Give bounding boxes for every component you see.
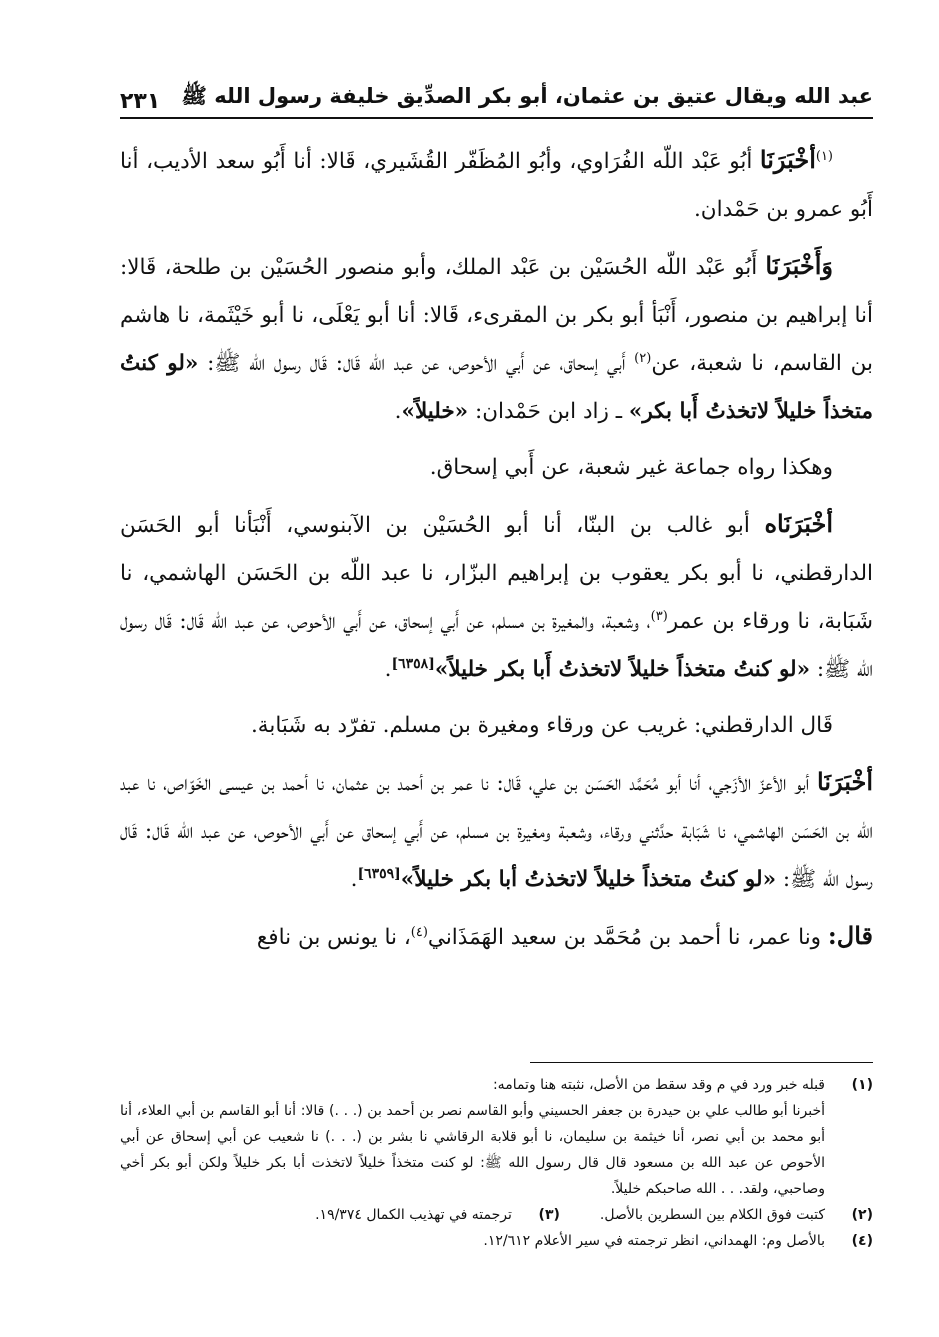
isnad-lead: قال: [827,921,873,950]
paragraph-text: قَال الدارقطني: غريب عن ورقاء ومغيرة بن مسلم. تفرّد به شَبَابة. [250,713,833,738]
isnad-lead: وَأَخْبَرَنَا [765,251,833,280]
footnote-text: قبله خبر ورد في م وقد سقط من الأصل، نثبته هنا وتمامه: [492,1077,825,1093]
paragraph-text: . [384,657,392,682]
page-number: ٢٣١ [120,89,161,114]
hadith-text: «خليلاً» [401,399,469,424]
paragraph-5 [120,702,873,750]
footnotes [120,1072,873,1254]
paragraph-text: . [350,867,358,892]
footnote-1 [120,1072,873,1098]
paragraph-text: ونا عمر، نا أحمد بن مُحَمَّد بن سعيد الهَمَذَاني [427,925,828,950]
paragraph-text: ، وشعبة، والمغيرة بن مسلم، عن أَبي إسحاق، عن أَبي الأحوص، عن عبد اللّه قَال: قَال رسول الله ﷺ: [120,609,873,682]
footnote-rule [530,1062,873,1063]
hadith-text: «لو كنتُ متخذاً خليلاً لاتخذتُ أَبا بكر» [120,351,873,424]
running-title: عبد الله ويقال عتيق بن عثمان، أبو بكر الصدِّيق خليفة رسول الله ﷺ [181,84,873,108]
paragraph-text: ، نا يونس بن نافع [256,925,411,950]
paragraph-text: . [394,399,402,424]
main-text [120,136,873,970]
paragraph-1 [120,136,873,234]
footnote-2-3 [120,1202,873,1228]
footnote-marker: (٣) [650,608,668,624]
footnote-1-continuation: أخبرنا أبو طالب علي بن حيدرة بن جعفر الحسيني وأبو القاسم نصر بن أحمد بن (. . .) قالا: أنا أبو القاسم بن أبي العلاء، أنا أبو محمد بن أبي نصر، أنا خيثمة بن سليمان، نا أبو قلابة الرقاشي نا بشر بن (. . .) نا شعيب عن أبي إسحاق عن أبي الأحوص عن عبد الله بن مسعود قال قال رسول الله ﷺ: لو كنت متخذاً خليلاً لاتخذت أبا بكر خليلاً ولكن أبو بكر أخي وصاحبي، ولقد. . . الله صاحبكم خليلاً. [120,1103,825,1197]
isnad-lead: أخْبَرَنَا [817,767,873,796]
footnote-text: ترجمته في تهذيب الكمال ١٩/٣٧٤. [315,1207,512,1223]
isnad-lead: أخْبَرَنَا [759,145,816,174]
isnad-lead: أخْبَرَنَاه [764,509,833,538]
footnote-marker: (٢) [634,350,652,366]
hadith-text: «لو كنتُ متخذاً خليلاً لاتخذتُ أبا بكر خليلاً» [400,867,777,892]
hadith-reference-number: [٦٣٥٩] [357,865,401,882]
paragraph-2 [120,242,873,436]
footnote-number: (٤) [851,1233,873,1249]
footnote-4 [120,1228,873,1254]
paragraph-6 [120,758,873,904]
paragraph-text: وهكذا رواه جماعة غير شعبة، عن أَبي إسحاق. [429,455,833,480]
footnote-text: بالأصل وم: الهمداني، انظر ترجمته في سير الأعلام ١٢/٦١٢. [483,1233,825,1249]
footnote-number: (٢) [851,1207,873,1223]
paragraph-text: ـ زاد ابن حَمْدان: [468,399,629,424]
paragraph-text: أبُو عَبْد اللّه الفُرَاوي، وأبُو المُظَفّر القُشَيري، قَالا: أنا أَبُو سعد الأديب، أنا أَبُو عمرو بن حَمْدان. [120,149,873,222]
hadith-reference-number: [٦٣٥٨] [391,655,435,672]
paragraph-7 [120,912,873,962]
footnote-number: (٣) [538,1207,560,1223]
footnote-marker: (١) [815,148,833,164]
header-rule [120,117,873,119]
paragraph-4 [120,500,873,694]
paragraph-3 [120,444,873,492]
paragraph-text: أبو غالب بن البنّا، أنا أبو الحُسَيْن بن الآبنوسي، أَنْبَأنا أبو الحَسَن الدارقطني، نا أبو بكر يعقوب بن إبراهيم البزّار، نا عبد اللّه بن الحَسَن الهاشمي، نا شَبَابة، نا ورقاء بن عمر [120,513,873,634]
footnote-marker: (٤) [410,924,428,940]
paragraph-text: أَبي إسحاق، عن أَبي الأحوص، عن عبد اللّه قَال: قَال رسول الله ﷺ: [198,351,635,376]
paragraph-text: أبو الأعزّ الأزَجي، أنا أبو مُحَمَّد الحَسَن بن علي، قَال: نا عمر بن أحمد بن عثمان، نا أحمد بن عيسى الخَوّاص، نا عبد اللّه بن الحَسَن الهاشمي، نا شَبَابة حدَّثني ورقاء، وشعبة ومغيرة بن مسلم، عن أَبي إسحاق عن أَبي الأحوص، عن عبد اللّه قَال: قَال رسول الله ﷺ: [120,771,873,892]
footnote-number: (١) [851,1077,873,1093]
footnote-text: كتبت فوق الكلام بين السطرين بالأصل. [599,1207,825,1223]
hadith-text: «لو كنتُ متخذاً خليلاً لاتخذتُ أَبا بكر خليلاً» [434,657,811,682]
page-header [120,78,873,114]
paragraph-text: أَبُو عَبْد اللّه الحُسَيْن بن عَبْد الملك، وأبو منصور الحُسَيْن بن طلحة، قَالا: أنا إبراهيم بن منصور، أَنْبَأ أبو بكر بن المقرىء، قَالا: أنا أبو يَعْلَى، نا أبو خَيْثَمة، نا هاشم بن القاسم، نا شعبة، عن [120,255,873,376]
